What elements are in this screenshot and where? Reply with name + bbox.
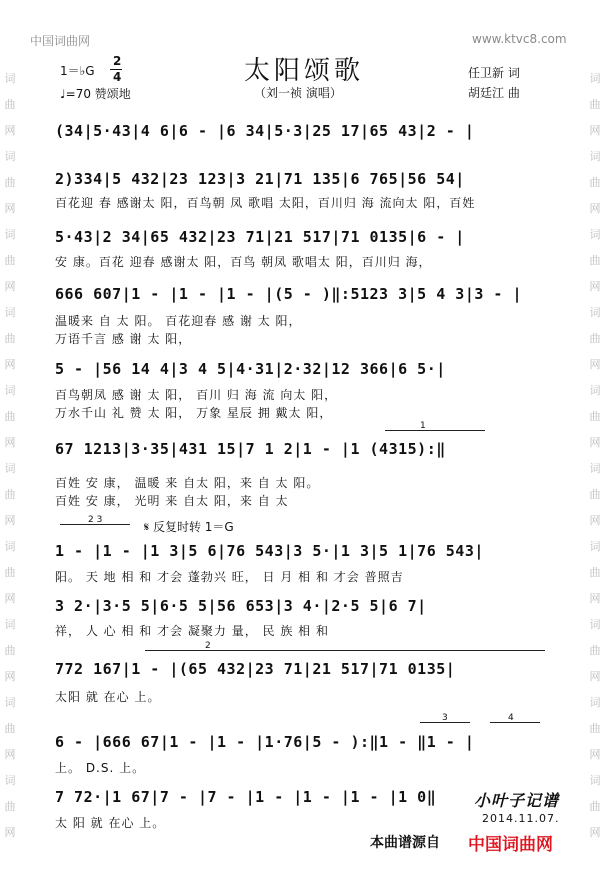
side-watermark-char: 网 <box>4 592 16 605</box>
volta-4-bracket <box>490 722 540 723</box>
side-watermark-char: 词 <box>589 540 601 553</box>
side-watermark-char: 曲 <box>4 488 16 501</box>
side-watermark-char: 词 <box>4 618 16 631</box>
side-watermark-char: 曲 <box>589 566 601 579</box>
side-watermark-char: 曲 <box>4 800 16 813</box>
system-10-notes: 6 - |666 67|1 - |1 - |1·76|5 - ):‖1 - ‖1 - | <box>55 733 475 751</box>
song-title: 太阳颂歌 <box>244 56 365 86</box>
side-watermark-char: 网 <box>589 748 601 761</box>
side-watermark-char: 词 <box>589 462 601 475</box>
side-watermark-char: 网 <box>589 670 601 683</box>
side-watermark-char: 词 <box>4 72 16 85</box>
system-4-notes: 666 607|1 - |1 - |1 - |(5 - )‖:5123 3|5 4 3|3 - | <box>55 285 523 303</box>
volta-2-label: 2 <box>205 641 211 651</box>
transcriber-signature: 小叶子记谱 <box>474 791 560 810</box>
composer-credit: 胡廷江 曲 <box>468 86 520 100</box>
side-watermark-char: 词 <box>589 306 601 319</box>
watermark-site-name: 中国词曲网 <box>30 34 91 48</box>
side-watermark-char: 网 <box>4 826 16 839</box>
system-9-notes: 772 167|1 - |(65 432|23 71|21 517|71 0135| <box>55 660 456 678</box>
system-11-lyrics: 太 阳 就 在心 上。 <box>55 816 166 830</box>
left-side-watermark <box>3 0 17 876</box>
system-11-notes: 7 72·|1 67|7 - |7 - |1 - |1 - |1 - |1 0‖ <box>55 788 437 806</box>
performer-credit: （刘一祯 演唱） <box>254 86 342 100</box>
volta-2-3-label: 2 3 <box>88 515 103 525</box>
side-watermark-char: 词 <box>4 696 16 709</box>
system-2-lyrics: 百花迎 春 感谢太 阳，百鸟朝 凤 歌唱 太阳，百川归 海 流向太 阳，百姓 <box>55 196 476 210</box>
time-signature-top: 2 <box>113 54 122 68</box>
side-watermark-char: 网 <box>589 202 601 215</box>
system-10-lyrics: 上。 D.S. 上。 <box>55 761 146 775</box>
side-watermark-char: 词 <box>589 774 601 787</box>
system-4-lyrics-verse-1: 温暖来 自 太 阳。 百花迎春 感 谢 太 阳， <box>55 314 302 328</box>
system-2-notes: 2)334|5 432|23 123|3 21|71 135|6 765|56 54| <box>55 170 465 188</box>
transcription-date: 2014.11.07. <box>482 812 560 825</box>
side-watermark-char: 曲 <box>4 410 16 423</box>
tempo-marking: ♩=70 赞颂地 <box>60 87 131 101</box>
system-5-lyrics-verse-2: 万水千山 礼 赞 太 阳， 万象 星辰 拥 戴太 阳， <box>55 406 333 420</box>
side-watermark-char: 词 <box>589 72 601 85</box>
side-watermark-char: 网 <box>4 748 16 761</box>
side-watermark-char: 词 <box>589 618 601 631</box>
dal-segno-instruction: 𝄋 反复时转 1＝G <box>144 520 234 534</box>
system-5-notes: 5 - |56 14 4|3 4 5|4·31|2·32|12 366|6 5·| <box>55 360 446 378</box>
side-watermark-char: 词 <box>589 150 601 163</box>
system-3-notes: 5·43|2 34|65 432|23 71|21 517|71 0135|6 - | <box>55 228 465 246</box>
system-8-lyrics: 祥， 人 心 相 和 才会 凝聚力 量， 民 族 相 和 <box>55 624 329 638</box>
side-watermark-char: 曲 <box>589 644 601 657</box>
side-watermark-char: 词 <box>589 228 601 241</box>
side-watermark-char: 曲 <box>4 566 16 579</box>
side-watermark-char: 曲 <box>4 98 16 111</box>
system-1-notes: (34|5·43|4 6|6 - |6 34|5·3|25 17|65 43|2 - | <box>55 122 475 140</box>
system-6-lyrics-verse-2: 百姓 安 康， 光明 来 自太 阳，来 自 太 <box>55 494 289 508</box>
side-watermark-char: 曲 <box>589 722 601 735</box>
lyricist-credit: 任卫新 词 <box>468 66 520 80</box>
side-watermark-char: 网 <box>4 436 16 449</box>
system-5-lyrics-verse-1: 百鸟朝凤 感 谢 太 阳， 百川 归 海 流 向太 阳， <box>55 388 338 402</box>
side-watermark-char: 网 <box>4 358 16 371</box>
system-6-lyrics-verse-1: 百姓 安 康， 温暖 来 自太 阳，来 自 太 阳。 <box>55 476 320 490</box>
system-7-notes: 1 - |1 - |1 3|5 6|76 543|3 5·|1 3|5 1|76 543| <box>55 542 484 560</box>
side-watermark-char: 网 <box>589 436 601 449</box>
side-watermark-char: 曲 <box>589 254 601 267</box>
side-watermark-char: 网 <box>589 826 601 839</box>
side-watermark-char: 曲 <box>4 644 16 657</box>
side-watermark-char: 网 <box>589 280 601 293</box>
side-watermark-char: 曲 <box>589 488 601 501</box>
side-watermark-char: 曲 <box>589 332 601 345</box>
volta-1-bracket <box>385 430 485 431</box>
right-side-watermark <box>588 0 602 876</box>
side-watermark-char: 词 <box>4 774 16 787</box>
time-signature-bottom: 4 <box>113 70 122 84</box>
side-watermark-char: 曲 <box>4 254 16 267</box>
side-watermark-char: 网 <box>4 670 16 683</box>
side-watermark-char: 词 <box>4 462 16 475</box>
side-watermark-char: 网 <box>589 124 601 137</box>
side-watermark-char: 网 <box>589 592 601 605</box>
side-watermark-char: 曲 <box>589 176 601 189</box>
side-watermark-char: 网 <box>589 514 601 527</box>
side-watermark-char: 曲 <box>589 410 601 423</box>
system-8-notes: 3 2·|3·5 5|6·5 5|56 653|3 4·|2·5 5|6 7| <box>55 597 427 615</box>
watermark-url: www.ktvc8.com <box>472 32 567 46</box>
side-watermark-char: 曲 <box>4 176 16 189</box>
system-3-lyrics: 安 康。百花 迎春 感谢太 阳，百鸟 朝凤 歌唱太 阳，百川归 海， <box>55 255 432 269</box>
volta-1-label: 1 <box>420 421 426 431</box>
system-9-lyrics: 太阳 就 在心 上。 <box>55 690 161 704</box>
side-watermark-char: 曲 <box>4 722 16 735</box>
side-watermark-char: 曲 <box>4 332 16 345</box>
side-watermark-char: 词 <box>4 228 16 241</box>
side-watermark-char: 网 <box>589 358 601 371</box>
system-6-notes: 67 1213|3·35|431 15|7 1 2|1 - |1 (4315):‖ <box>55 440 446 458</box>
side-watermark-char: 词 <box>589 384 601 397</box>
side-watermark-char: 网 <box>4 124 16 137</box>
side-watermark-char: 词 <box>4 540 16 553</box>
side-watermark-char: 曲 <box>589 800 601 813</box>
source-site-link[interactable]: 中国词曲网 <box>468 835 553 855</box>
side-watermark-char: 网 <box>4 202 16 215</box>
side-watermark-char: 词 <box>4 384 16 397</box>
key-signature: 1＝♭G <box>60 64 95 78</box>
side-watermark-char: 曲 <box>589 98 601 111</box>
volta-3-label: 3 <box>442 713 448 723</box>
side-watermark-char: 词 <box>4 150 16 163</box>
system-4-lyrics-verse-2: 万语千言 感 谢 太 阳， <box>55 332 192 346</box>
side-watermark-char: 网 <box>4 280 16 293</box>
volta-4-label: 4 <box>508 713 514 723</box>
side-watermark-char: 网 <box>4 514 16 527</box>
source-prefix: 本曲谱源自 <box>370 835 440 851</box>
side-watermark-char: 词 <box>4 306 16 319</box>
system-7-lyrics: 阳。 天 地 相 和 才会 蓬勃兴 旺， 日 月 相 和 才会 普照吉 <box>55 570 404 584</box>
side-watermark-char: 词 <box>589 696 601 709</box>
